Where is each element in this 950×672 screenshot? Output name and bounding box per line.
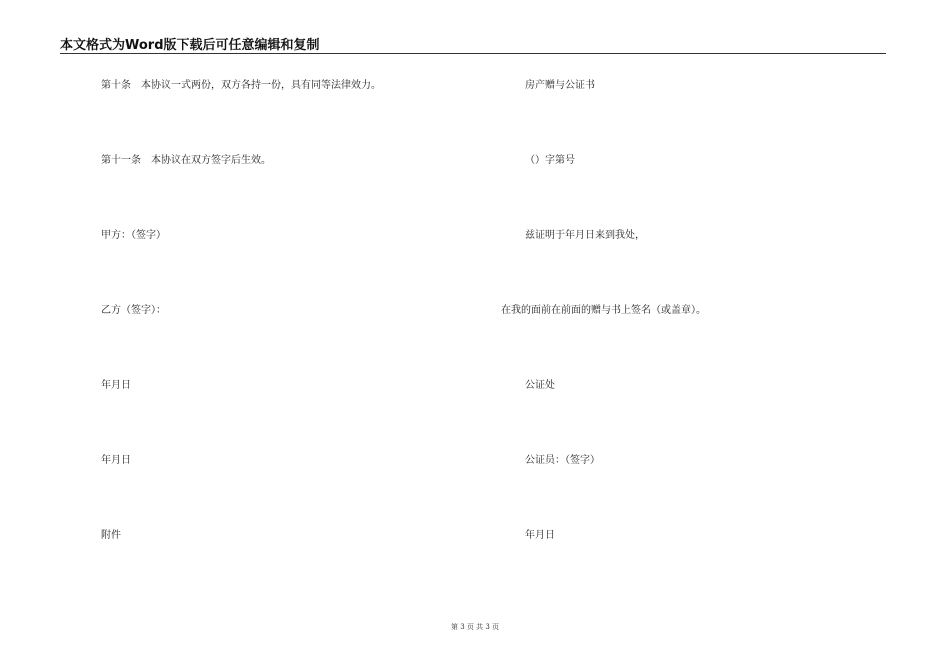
page-number-footer: 第 3 页 共 3 页 xyxy=(450,623,500,631)
article-10: 第十条 本协议一式两份，双方各持一份，具有同等法律效力。 xyxy=(101,80,381,91)
nian-label: 年 xyxy=(525,530,535,541)
ri-label: 日 xyxy=(545,530,555,541)
date-line-2 xyxy=(101,454,131,468)
header-divider xyxy=(60,53,886,54)
month-label: 月 xyxy=(111,455,121,466)
sign-note: （签字） xyxy=(565,455,600,466)
zi-di-label: 字第 xyxy=(545,155,565,166)
notary-office-line xyxy=(525,379,555,393)
attachment-heading: 附件 xyxy=(101,530,121,541)
party-a-signature-line xyxy=(101,229,166,243)
yue-label: 月 xyxy=(575,230,585,241)
sign-sentence: 在我的面前在前面的赠与书上签名（或盖章）。 xyxy=(501,305,706,316)
certificate-number-line xyxy=(525,154,575,168)
notary-date-line xyxy=(525,529,555,543)
year-label: 年 xyxy=(101,380,111,391)
notary-label: 公证员： xyxy=(525,455,565,466)
notary-office-label: 公证处 xyxy=(525,380,555,391)
paren-open: （ xyxy=(525,155,535,166)
month-label: 月 xyxy=(111,380,121,391)
page-header-title: 本文格式为Word版下载后可任意编辑和复制 xyxy=(60,38,320,53)
paren-close: ） xyxy=(535,155,545,166)
certify-label: 兹证明 xyxy=(525,230,555,241)
date-line-1 xyxy=(101,379,131,393)
year-label: 年 xyxy=(101,455,111,466)
article-11: 第十一条 本协议在双方签字后生效。 xyxy=(101,155,271,166)
party-b-label: 乙方（签字）： xyxy=(101,305,166,316)
yue-label: 月 xyxy=(535,530,545,541)
yu-label: 于 xyxy=(555,230,565,241)
party-b-signature-line xyxy=(101,304,166,318)
party-a-label: 甲方：（签字） xyxy=(101,230,166,241)
day-label: 日 xyxy=(121,380,131,391)
hao-label: 号 xyxy=(565,155,575,166)
arrive-label: 日来到我处， xyxy=(585,230,645,241)
notary-signature-line xyxy=(525,454,600,468)
day-label: 日 xyxy=(121,455,131,466)
certify-line xyxy=(525,229,645,243)
nian-label: 年 xyxy=(565,230,575,241)
notarial-certificate-title: 房产赠与公证书 xyxy=(525,80,595,91)
